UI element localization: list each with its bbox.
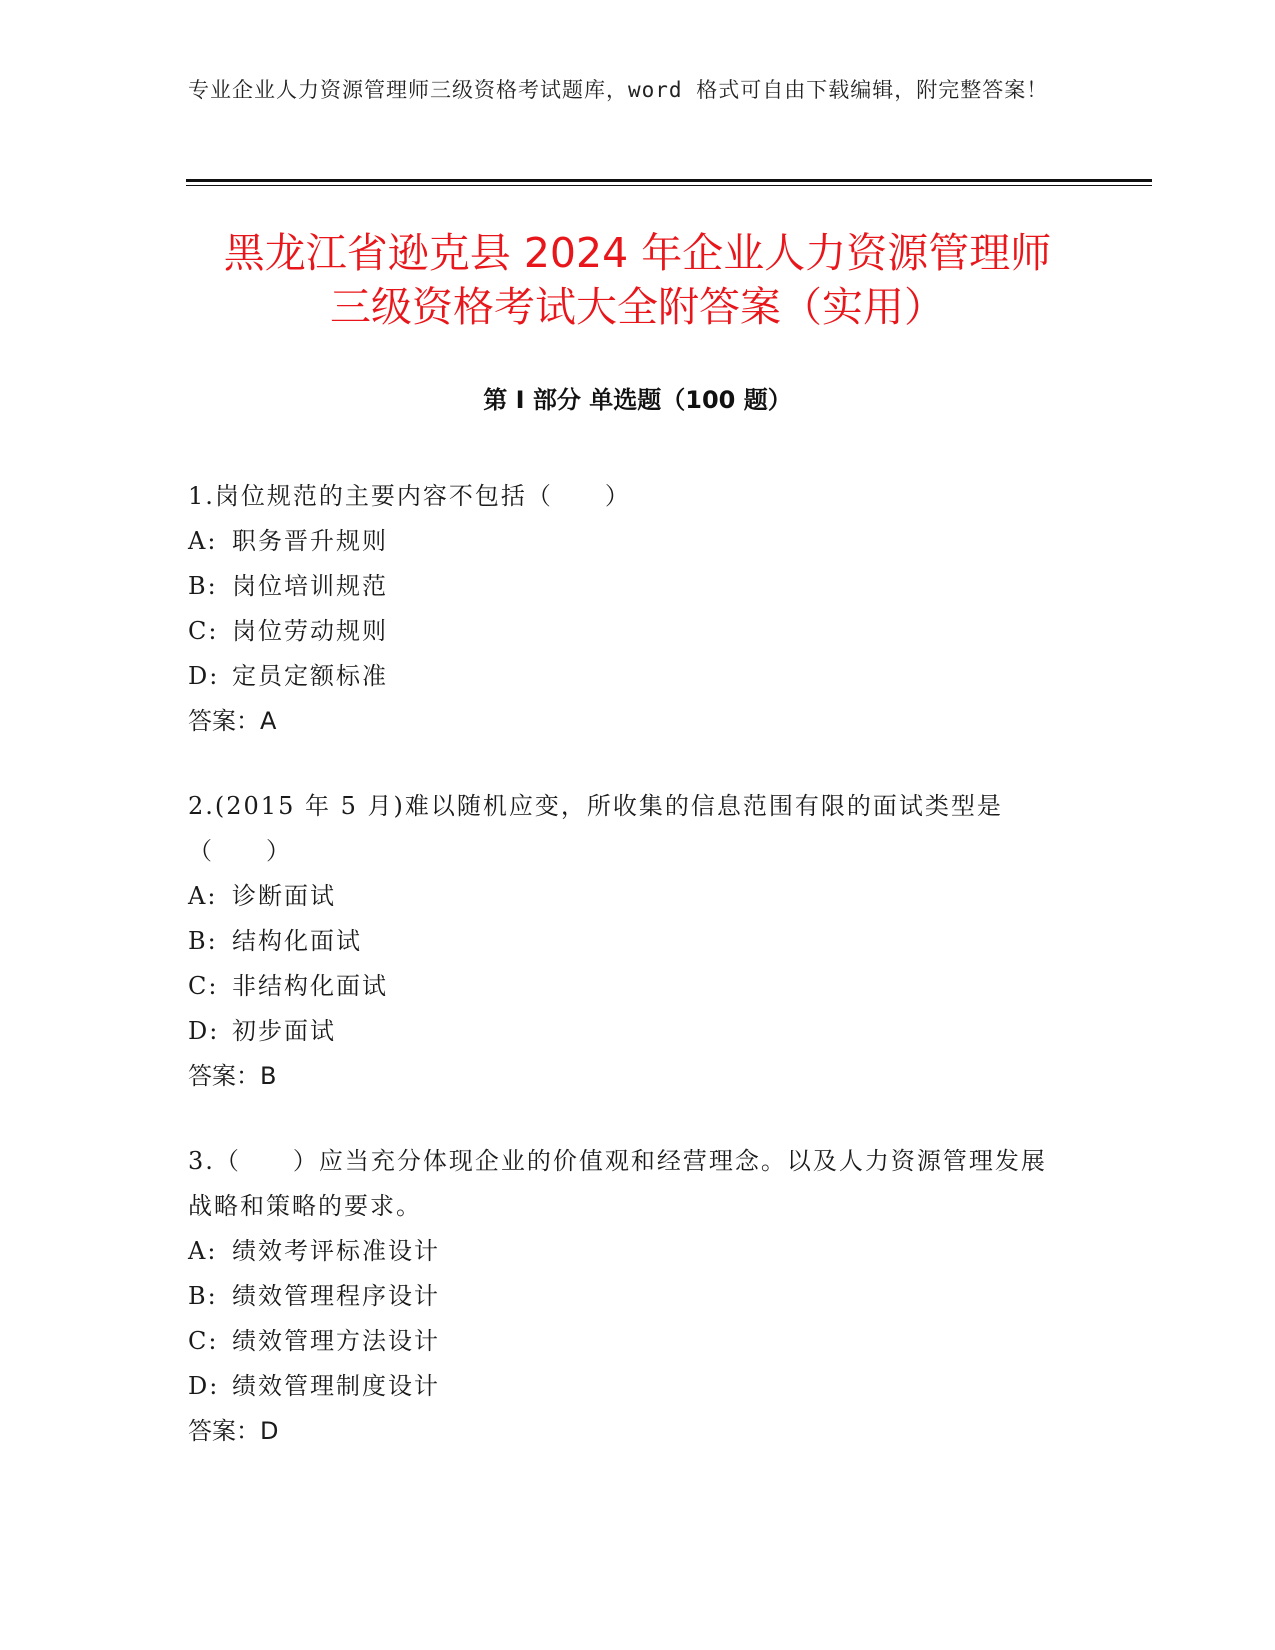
question-stem: 3.（ ）应当充分体现企业的价值观和经营理念。以及人力资源管理发展战略和策略的要求。: [188, 1147, 1047, 1220]
option-letter: B:: [188, 1282, 218, 1310]
answer-line: 答案：D: [188, 1417, 279, 1445]
option-letter: C:: [188, 972, 219, 1000]
document-title-line-2: 三级资格考试大全附答案（实用）: [330, 283, 945, 331]
question-1: [188, 474, 1068, 744]
option-text: 绩效考评标准设计: [232, 1237, 440, 1265]
option-c: [188, 964, 1068, 1009]
option-letter: B:: [188, 927, 218, 955]
question-stem: 2.(2015 年 5 月)难以随机应变，所收集的信息范围有限的面试类型是（ ）: [188, 792, 1003, 865]
option-letter: B:: [188, 572, 218, 600]
option-letter: C:: [188, 617, 219, 645]
option-b: [188, 564, 1068, 609]
option-text: 岗位培训规范: [232, 572, 388, 600]
answer-line: 答案：B: [188, 1062, 277, 1090]
option-letter: D:: [188, 1017, 220, 1045]
question-2: [188, 784, 1068, 1099]
document-title-line-1: 黑龙江省逊克县 2024 年企业人力资源管理师: [223, 229, 1052, 277]
option-text: 岗位劳动规则: [232, 617, 388, 645]
header-note: 专业企业人力资源管理师三级资格考试题库，word 格式可自由下载编辑，附完整答案！: [188, 78, 1049, 102]
option-letter: D:: [188, 1372, 220, 1400]
header-rule-thick: [186, 179, 1152, 182]
option-a: [188, 1229, 1068, 1274]
option-text: 职务晋升规则: [232, 527, 388, 555]
option-d: [188, 1364, 1068, 1409]
option-letter: D:: [188, 662, 220, 690]
option-text: 绩效管理程序设计: [232, 1282, 440, 1310]
option-text: 定员定额标准: [232, 662, 388, 690]
option-d: [188, 1009, 1068, 1054]
option-text: 诊断面试: [232, 882, 336, 910]
option-letter: A:: [188, 882, 218, 910]
option-c: [188, 1319, 1068, 1364]
question-stem: 1.岗位规范的主要内容不包括（ ）: [188, 482, 631, 510]
option-letter: A:: [188, 527, 218, 555]
option-text: 非结构化面试: [232, 972, 388, 1000]
option-d: [188, 654, 1068, 699]
document-title: [150, 226, 1125, 334]
option-b: [188, 919, 1068, 964]
option-text: 结构化面试: [232, 927, 362, 955]
option-text: 绩效管理制度设计: [232, 1372, 440, 1400]
answer-line: 答案：A: [188, 707, 277, 735]
question-3: [188, 1139, 1068, 1454]
option-b: [188, 1274, 1068, 1319]
option-c: [188, 609, 1068, 654]
option-letter: A:: [188, 1237, 218, 1265]
section-title: 第 I 部分 单选题（100 题）: [483, 386, 792, 414]
option-a: [188, 519, 1068, 564]
option-letter: C:: [188, 1327, 219, 1355]
header-rule-thin: [186, 185, 1152, 186]
option-text: 初步面试: [232, 1017, 336, 1045]
question-list: [188, 474, 1068, 1494]
option-a: [188, 874, 1068, 919]
option-text: 绩效管理方法设计: [232, 1327, 440, 1355]
